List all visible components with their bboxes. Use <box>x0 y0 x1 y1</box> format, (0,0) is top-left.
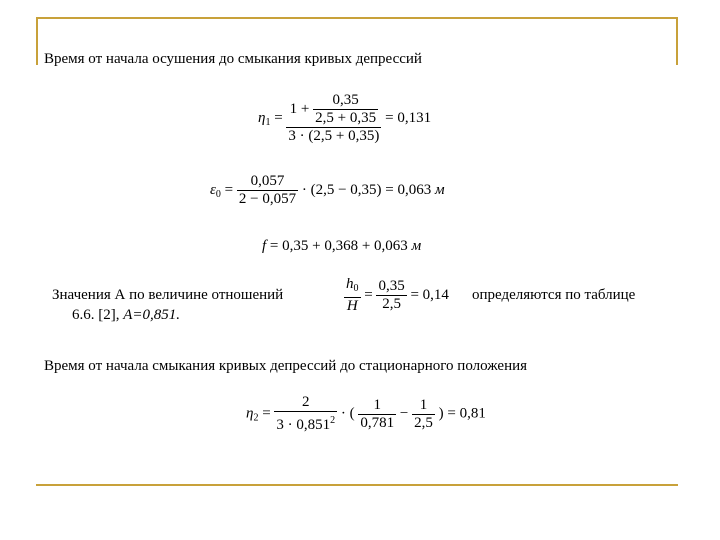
eta2-f1-den: 3 · 0,851 <box>276 417 331 433</box>
eta2-result: ) = 0,81 <box>438 405 486 422</box>
paragraph-line1-start: Значения А по величине отношений <box>52 287 284 303</box>
heading-stationary-time: Время от начала смыкания кривых депрессий до стационарного положения <box>44 358 528 374</box>
eta2-f3-num: 1 <box>412 397 435 415</box>
eta1-inner-num: 0,35 <box>313 92 378 110</box>
eta2-f3-den: 2,5 <box>414 414 433 431</box>
ratio-fraction <box>344 276 361 315</box>
ratio-value-den: 2,5 <box>382 296 401 312</box>
equation-eta1: $\eta_1$ = 1 + $\frac{0,35}{2,5 + 0,35}$ 3 · (2,5 + 0,35) = 0,131 <box>258 92 432 144</box>
eps0-subscript: 0 <box>215 188 221 200</box>
top-rule <box>36 17 678 19</box>
eps0-tail: · (2,5 − 0,35) = 0,063 <box>301 181 432 198</box>
equation-eps0: $\varepsilon_0$ = $\frac{0,057}{2 - 0,057}$ · (2,5 − 0,35) = 0,063 м <box>210 173 445 207</box>
eps0-num: 0,057 <box>237 173 298 191</box>
eta2-f2-den: 0,781 <box>360 414 395 431</box>
eta1-top-left: 1 + <box>289 100 310 117</box>
eta2-f1-exp: 2 <box>330 415 336 426</box>
ratio-result: = 0,14 <box>410 286 449 303</box>
f-rhs: = 0,35 + 0,368 + 0,063 <box>269 238 408 254</box>
eps0-unit: м <box>435 181 445 198</box>
equation-eta2: $\eta_2$ = $\frac{2}{3 \cdot 0,851^2}$ · ( $\frac{1}{0,781}$ − $\frac{1}{2,5}$ ) = 0,81 <box>246 394 486 433</box>
eta2-fraction-3 <box>412 397 435 432</box>
bottom-rule <box>36 484 678 486</box>
eta1-bottom: 3 · (2,5 + 0,35) <box>288 128 380 144</box>
eta1-result: = 0,131 <box>385 109 432 126</box>
eta2-symbol: η <box>246 405 254 422</box>
eta1-inner-fraction <box>313 92 378 127</box>
ratio-value-fraction <box>376 278 406 313</box>
paragraph-table-ref: 6.6. [2], <box>72 307 120 323</box>
eta1-symbol: η <box>258 109 266 126</box>
eta2-minus: − <box>399 405 409 422</box>
eta2-fraction-1 <box>274 394 337 434</box>
left-rule <box>36 17 38 65</box>
eta1-main-fraction <box>286 92 381 145</box>
paragraph-line2 <box>72 306 180 324</box>
ratio-num-symbol: h <box>346 276 354 292</box>
ratio-value-num: 0,35 <box>378 278 405 294</box>
eps0-symbol: ε <box>210 181 216 198</box>
paragraph-line1-end: определяются по таблице <box>472 287 636 303</box>
eta1-inner-den: 2,5 + 0,35 <box>315 110 377 126</box>
eta2-f1-num: 2 <box>274 394 337 412</box>
eta2-f2-num: 1 <box>358 397 396 415</box>
heading-drainage-time: Время от начала осушения до смыкания кривых депрессий <box>44 51 422 67</box>
equation-ratio: $\frac{h_0}{H}$ = $\frac{0,35}{2,5}$ = 0,14 <box>346 276 449 314</box>
eta2-subscript: 2 <box>253 412 259 424</box>
ratio-num-sub: 0 <box>353 283 359 294</box>
eps0-fraction <box>237 173 298 208</box>
right-rule <box>676 17 678 65</box>
paragraph-a-value: A=0,851. <box>123 307 181 323</box>
equation-f <box>262 238 421 255</box>
eps0-den: 2 − 0,057 <box>238 191 297 207</box>
eta2-fraction-2 <box>358 397 396 432</box>
f-symbol: f <box>262 238 267 254</box>
eta1-subscript: 1 <box>265 116 271 128</box>
f-unit: м <box>411 238 422 254</box>
eta2-mid: · ( <box>340 405 355 422</box>
ratio-den: H <box>346 298 358 314</box>
